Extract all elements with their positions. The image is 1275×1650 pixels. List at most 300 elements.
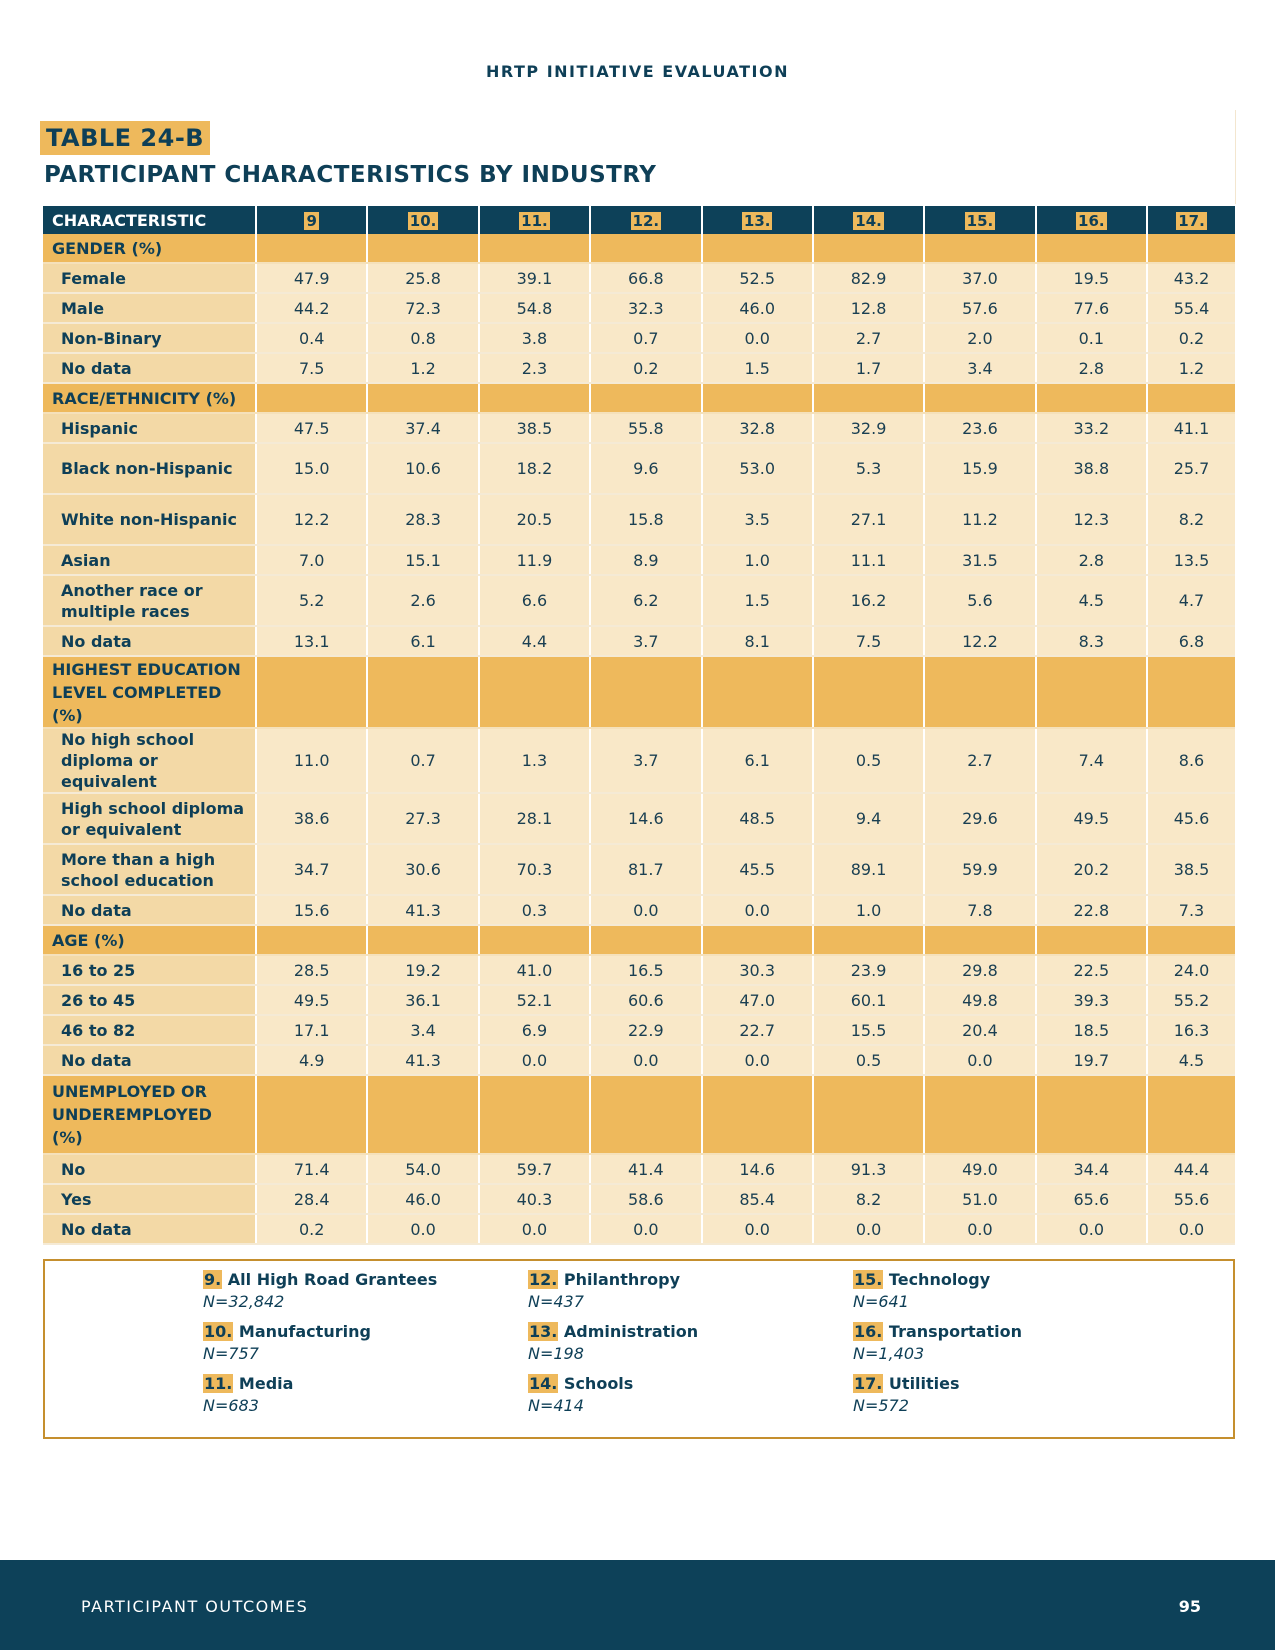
legend-industry-name: All High Road Grantees bbox=[227, 1270, 438, 1289]
section-empty-cell bbox=[702, 656, 813, 728]
value-cell: 55.8 bbox=[590, 413, 701, 443]
value-cell: 0.0 bbox=[1147, 1214, 1235, 1244]
value-cell: 32.3 bbox=[590, 293, 701, 323]
running-header: HRTP INITIATIVE EVALUATION bbox=[486, 62, 789, 81]
section-empty-cell bbox=[1147, 925, 1235, 955]
column-header bbox=[813, 206, 924, 234]
value-cell: 28.5 bbox=[256, 955, 367, 985]
value-cell: 3.7 bbox=[590, 626, 701, 656]
value-cell: 15.5 bbox=[813, 1015, 924, 1045]
value-cell: 45.5 bbox=[702, 844, 813, 895]
table-row bbox=[43, 626, 1235, 656]
value-cell: 5.2 bbox=[256, 575, 367, 626]
row-label: 16 to 25 bbox=[43, 955, 256, 985]
value-cell: 32.8 bbox=[702, 413, 813, 443]
section-header-row bbox=[43, 656, 1235, 728]
value-cell: 15.8 bbox=[590, 494, 701, 545]
value-cell: 9.4 bbox=[813, 793, 924, 844]
table-row bbox=[43, 353, 1235, 383]
table-row bbox=[43, 1154, 1235, 1184]
section-label: RACE/ETHNICITY (%) bbox=[43, 383, 256, 413]
value-cell: 20.2 bbox=[1036, 844, 1147, 895]
value-cell: 25.7 bbox=[1147, 443, 1235, 494]
value-cell: 47.9 bbox=[256, 263, 367, 293]
row-label: Black non-Hispanic bbox=[43, 443, 256, 494]
section-empty-cell bbox=[1036, 1075, 1147, 1154]
table-row bbox=[43, 494, 1235, 545]
value-cell: 85.4 bbox=[702, 1184, 813, 1214]
table-row bbox=[43, 293, 1235, 323]
section-empty-cell bbox=[479, 656, 590, 728]
value-cell: 18.2 bbox=[479, 443, 590, 494]
value-cell: 23.6 bbox=[924, 413, 1035, 443]
row-label: Yes bbox=[43, 1184, 256, 1214]
value-cell: 36.1 bbox=[367, 985, 478, 1015]
legend-item bbox=[528, 1373, 848, 1417]
value-cell: 31.5 bbox=[924, 545, 1035, 575]
section-empty-cell bbox=[256, 925, 367, 955]
value-cell: 8.6 bbox=[1147, 728, 1235, 793]
value-cell: 34.4 bbox=[1036, 1154, 1147, 1184]
value-cell: 24.0 bbox=[1147, 955, 1235, 985]
legend-industry-name: Philanthropy bbox=[563, 1270, 680, 1289]
value-cell: 0.2 bbox=[256, 1214, 367, 1244]
value-cell: 41.3 bbox=[367, 895, 478, 925]
value-cell: 72.3 bbox=[367, 293, 478, 323]
section-empty-cell bbox=[256, 656, 367, 728]
value-cell: 9.6 bbox=[590, 443, 701, 494]
value-cell: 0.0 bbox=[590, 895, 701, 925]
value-cell: 2.7 bbox=[813, 323, 924, 353]
legend-number: 12. bbox=[529, 1270, 558, 1289]
value-cell: 77.6 bbox=[1036, 293, 1147, 323]
value-cell: 12.8 bbox=[813, 293, 924, 323]
value-cell: 13.1 bbox=[256, 626, 367, 656]
value-cell: 6.8 bbox=[1147, 626, 1235, 656]
table-header-row bbox=[43, 206, 1235, 234]
value-cell: 0.2 bbox=[1147, 323, 1235, 353]
value-cell: 3.4 bbox=[924, 353, 1035, 383]
value-cell: 0.0 bbox=[924, 1045, 1035, 1075]
row-label: No data bbox=[43, 353, 256, 383]
value-cell: 0.5 bbox=[813, 728, 924, 793]
legend-item bbox=[853, 1373, 1173, 1417]
legend-industry-name: Schools bbox=[563, 1374, 634, 1393]
value-cell: 0.0 bbox=[813, 1214, 924, 1244]
section-empty-cell bbox=[702, 1075, 813, 1154]
value-cell: 3.7 bbox=[590, 728, 701, 793]
column-number: 9 bbox=[306, 211, 317, 230]
industry-legend bbox=[43, 1259, 1235, 1439]
value-cell: 7.8 bbox=[924, 895, 1035, 925]
value-cell: 1.7 bbox=[813, 353, 924, 383]
legend-industry bbox=[203, 1269, 523, 1291]
section-empty-cell bbox=[479, 234, 590, 263]
column-number: 14. bbox=[855, 211, 882, 230]
value-cell: 0.0 bbox=[479, 1045, 590, 1075]
section-label: HIGHEST EDUCATION LEVEL COMPLETED (%) bbox=[43, 656, 256, 728]
row-label: White non-Hispanic bbox=[43, 494, 256, 545]
value-cell: 52.1 bbox=[479, 985, 590, 1015]
value-cell: 59.9 bbox=[924, 844, 1035, 895]
value-cell: 41.3 bbox=[367, 1045, 478, 1075]
value-cell: 0.2 bbox=[590, 353, 701, 383]
value-cell: 30.6 bbox=[367, 844, 478, 895]
value-cell: 29.6 bbox=[924, 793, 1035, 844]
legend-sample-size: N=198 bbox=[528, 1344, 584, 1363]
row-label: High school diploma or equivalent bbox=[43, 793, 256, 844]
legend-industry-name: Manufacturing bbox=[238, 1322, 371, 1341]
value-cell: 3.5 bbox=[702, 494, 813, 545]
row-label: No data bbox=[43, 1045, 256, 1075]
section-empty-cell bbox=[479, 925, 590, 955]
value-cell: 0.0 bbox=[702, 895, 813, 925]
row-label: No data bbox=[43, 626, 256, 656]
column-header bbox=[702, 206, 813, 234]
value-cell: 51.0 bbox=[924, 1184, 1035, 1214]
value-cell: 0.7 bbox=[367, 728, 478, 793]
value-cell: 7.3 bbox=[1147, 895, 1235, 925]
column-header bbox=[479, 206, 590, 234]
section-header-row bbox=[43, 1075, 1235, 1154]
value-cell: 11.0 bbox=[256, 728, 367, 793]
legend-number: 14. bbox=[529, 1374, 558, 1393]
value-cell: 0.0 bbox=[367, 1214, 478, 1244]
row-label: No bbox=[43, 1154, 256, 1184]
value-cell: 4.7 bbox=[1147, 575, 1235, 626]
value-cell: 2.0 bbox=[924, 323, 1035, 353]
legend-industry-name: Administration bbox=[563, 1322, 699, 1341]
value-cell: 6.1 bbox=[702, 728, 813, 793]
table-row bbox=[43, 793, 1235, 844]
section-empty-cell bbox=[813, 383, 924, 413]
column-header bbox=[367, 206, 478, 234]
value-cell: 38.5 bbox=[479, 413, 590, 443]
table-row bbox=[43, 545, 1235, 575]
value-cell: 46.0 bbox=[702, 293, 813, 323]
value-cell: 22.8 bbox=[1036, 895, 1147, 925]
value-cell: 2.3 bbox=[479, 353, 590, 383]
section-label: AGE (%) bbox=[43, 925, 256, 955]
table-row bbox=[43, 443, 1235, 494]
value-cell: 30.3 bbox=[702, 955, 813, 985]
value-cell: 8.9 bbox=[590, 545, 701, 575]
value-cell: 44.2 bbox=[256, 293, 367, 323]
legend-item bbox=[528, 1321, 848, 1365]
value-cell: 41.0 bbox=[479, 955, 590, 985]
value-cell: 6.2 bbox=[590, 575, 701, 626]
value-cell: 6.6 bbox=[479, 575, 590, 626]
legend-number: 10. bbox=[204, 1322, 233, 1341]
divider bbox=[1235, 110, 1236, 204]
row-label: More than a high school education bbox=[43, 844, 256, 895]
value-cell: 14.6 bbox=[590, 793, 701, 844]
value-cell: 15.0 bbox=[256, 443, 367, 494]
table-row bbox=[43, 895, 1235, 925]
value-cell: 44.4 bbox=[1147, 1154, 1235, 1184]
section-empty-cell bbox=[1147, 234, 1235, 263]
value-cell: 49.5 bbox=[1036, 793, 1147, 844]
value-cell: 2.8 bbox=[1036, 545, 1147, 575]
value-cell: 20.5 bbox=[479, 494, 590, 545]
section-empty-cell bbox=[1036, 656, 1147, 728]
value-cell: 1.3 bbox=[479, 728, 590, 793]
value-cell: 65.6 bbox=[1036, 1184, 1147, 1214]
value-cell: 89.1 bbox=[813, 844, 924, 895]
section-empty-cell bbox=[590, 1075, 701, 1154]
value-cell: 38.8 bbox=[1036, 443, 1147, 494]
column-header bbox=[1147, 206, 1235, 234]
page-number: 95 bbox=[1178, 1597, 1201, 1616]
section-empty-cell bbox=[1147, 1075, 1235, 1154]
value-cell: 7.5 bbox=[256, 353, 367, 383]
legend-industry bbox=[203, 1321, 523, 1343]
value-cell: 32.9 bbox=[813, 413, 924, 443]
value-cell: 70.3 bbox=[479, 844, 590, 895]
value-cell: 33.2 bbox=[1036, 413, 1147, 443]
column-number: 12. bbox=[632, 211, 660, 230]
value-cell: 0.7 bbox=[590, 323, 701, 353]
value-cell: 1.2 bbox=[1147, 353, 1235, 383]
value-cell: 7.4 bbox=[1036, 728, 1147, 793]
legend-number: 15. bbox=[854, 1270, 883, 1289]
legend-industry bbox=[853, 1269, 1173, 1291]
column-header-characteristic: CHARACTERISTIC bbox=[43, 206, 256, 234]
value-cell: 60.6 bbox=[590, 985, 701, 1015]
table-body bbox=[43, 234, 1235, 1244]
section-empty-cell bbox=[367, 383, 478, 413]
row-label: 26 to 45 bbox=[43, 985, 256, 1015]
value-cell: 28.4 bbox=[256, 1184, 367, 1214]
value-cell: 27.3 bbox=[367, 793, 478, 844]
value-cell: 55.2 bbox=[1147, 985, 1235, 1015]
table-title: PARTICIPANT CHARACTERISTICS BY INDUSTRY bbox=[44, 162, 657, 188]
value-cell: 81.7 bbox=[590, 844, 701, 895]
value-cell: 12.2 bbox=[256, 494, 367, 545]
value-cell: 47.0 bbox=[702, 985, 813, 1015]
value-cell: 39.1 bbox=[479, 263, 590, 293]
section-header-row bbox=[43, 234, 1235, 263]
row-label: No high school diploma or equivalent bbox=[43, 728, 256, 793]
section-empty-cell bbox=[256, 383, 367, 413]
legend-industry-name: Transportation bbox=[888, 1322, 1022, 1341]
table-row bbox=[43, 728, 1235, 793]
value-cell: 40.3 bbox=[479, 1184, 590, 1214]
value-cell: 46.0 bbox=[367, 1184, 478, 1214]
section-empty-cell bbox=[924, 1075, 1035, 1154]
section-empty-cell bbox=[367, 925, 478, 955]
legend-item bbox=[203, 1269, 523, 1313]
legend-sample-size: N=641 bbox=[853, 1292, 909, 1311]
legend-sample-size: N=32,842 bbox=[203, 1292, 285, 1311]
section-empty-cell bbox=[813, 234, 924, 263]
value-cell: 11.9 bbox=[479, 545, 590, 575]
value-cell: 45.6 bbox=[1147, 793, 1235, 844]
value-cell: 37.0 bbox=[924, 263, 1035, 293]
value-cell: 0.4 bbox=[256, 323, 367, 353]
table-row bbox=[43, 575, 1235, 626]
value-cell: 6.9 bbox=[479, 1015, 590, 1045]
section-empty-cell bbox=[479, 1075, 590, 1154]
value-cell: 0.3 bbox=[479, 895, 590, 925]
value-cell: 5.6 bbox=[924, 575, 1035, 626]
value-cell: 1.2 bbox=[367, 353, 478, 383]
value-cell: 13.5 bbox=[1147, 545, 1235, 575]
column-number: 16. bbox=[1078, 211, 1105, 230]
section-empty-cell bbox=[702, 383, 813, 413]
legend-number: 16. bbox=[854, 1322, 883, 1341]
value-cell: 34.7 bbox=[256, 844, 367, 895]
table-row bbox=[43, 985, 1235, 1015]
table-row bbox=[43, 1045, 1235, 1075]
value-cell: 0.0 bbox=[924, 1214, 1035, 1244]
section-empty-cell bbox=[813, 1075, 924, 1154]
row-label: Female bbox=[43, 263, 256, 293]
section-empty-cell bbox=[256, 234, 367, 263]
table-number: TABLE 24-B bbox=[40, 121, 210, 155]
legend-industry bbox=[853, 1321, 1173, 1343]
value-cell: 37.4 bbox=[367, 413, 478, 443]
value-cell: 43.2 bbox=[1147, 263, 1235, 293]
legend-industry bbox=[528, 1373, 848, 1395]
value-cell: 6.1 bbox=[367, 626, 478, 656]
legend-item bbox=[853, 1269, 1173, 1313]
section-empty-cell bbox=[702, 925, 813, 955]
row-label: Non-Binary bbox=[43, 323, 256, 353]
section-empty-cell bbox=[367, 234, 478, 263]
legend-sample-size: N=414 bbox=[528, 1396, 584, 1415]
value-cell: 0.1 bbox=[1036, 323, 1147, 353]
value-cell: 0.0 bbox=[479, 1214, 590, 1244]
value-cell: 22.5 bbox=[1036, 955, 1147, 985]
value-cell: 2.8 bbox=[1036, 353, 1147, 383]
row-label: Male bbox=[43, 293, 256, 323]
legend-item bbox=[853, 1321, 1173, 1365]
value-cell: 38.5 bbox=[1147, 844, 1235, 895]
column-number: 17. bbox=[1178, 211, 1205, 230]
value-cell: 0.0 bbox=[702, 323, 813, 353]
value-cell: 28.1 bbox=[479, 793, 590, 844]
legend-industry-name: Utilities bbox=[888, 1374, 960, 1393]
value-cell: 53.0 bbox=[702, 443, 813, 494]
value-cell: 8.3 bbox=[1036, 626, 1147, 656]
value-cell: 4.5 bbox=[1036, 575, 1147, 626]
section-empty-cell bbox=[367, 656, 478, 728]
value-cell: 19.7 bbox=[1036, 1045, 1147, 1075]
value-cell: 8.2 bbox=[813, 1184, 924, 1214]
section-empty-cell bbox=[367, 1075, 478, 1154]
value-cell: 2.6 bbox=[367, 575, 478, 626]
value-cell: 52.5 bbox=[702, 263, 813, 293]
value-cell: 49.0 bbox=[924, 1154, 1035, 1184]
value-cell: 7.5 bbox=[813, 626, 924, 656]
legend-item bbox=[203, 1373, 523, 1417]
value-cell: 66.8 bbox=[590, 263, 701, 293]
value-cell: 8.1 bbox=[702, 626, 813, 656]
value-cell: 47.5 bbox=[256, 413, 367, 443]
value-cell: 28.3 bbox=[367, 494, 478, 545]
section-empty-cell bbox=[479, 383, 590, 413]
section-header-row bbox=[43, 383, 1235, 413]
value-cell: 0.0 bbox=[702, 1214, 813, 1244]
legend-number: 17. bbox=[854, 1374, 883, 1393]
section-empty-cell bbox=[1036, 234, 1147, 263]
column-header bbox=[256, 206, 367, 234]
legend-number: 9. bbox=[204, 1270, 222, 1289]
row-label: Another race or multiple races bbox=[43, 575, 256, 626]
section-empty-cell bbox=[702, 234, 813, 263]
table-row bbox=[43, 1214, 1235, 1244]
section-empty-cell bbox=[813, 925, 924, 955]
section-empty-cell bbox=[590, 925, 701, 955]
value-cell: 38.6 bbox=[256, 793, 367, 844]
value-cell: 16.5 bbox=[590, 955, 701, 985]
value-cell: 0.0 bbox=[702, 1045, 813, 1075]
section-empty-cell bbox=[924, 234, 1035, 263]
value-cell: 0.5 bbox=[813, 1045, 924, 1075]
section-empty-cell bbox=[590, 656, 701, 728]
section-empty-cell bbox=[924, 383, 1035, 413]
value-cell: 54.0 bbox=[367, 1154, 478, 1184]
value-cell: 23.9 bbox=[813, 955, 924, 985]
value-cell: 11.1 bbox=[813, 545, 924, 575]
legend-industry-name: Media bbox=[238, 1374, 294, 1393]
legend-item bbox=[203, 1321, 523, 1365]
value-cell: 49.8 bbox=[924, 985, 1035, 1015]
value-cell: 2.7 bbox=[924, 728, 1035, 793]
column-number: 15. bbox=[966, 211, 994, 230]
row-label: Asian bbox=[43, 545, 256, 575]
row-label: 46 to 82 bbox=[43, 1015, 256, 1045]
value-cell: 29.8 bbox=[924, 955, 1035, 985]
legend-sample-size: N=437 bbox=[528, 1292, 584, 1311]
value-cell: 71.4 bbox=[256, 1154, 367, 1184]
legend-industry bbox=[203, 1373, 523, 1395]
section-empty-cell bbox=[590, 383, 701, 413]
value-cell: 11.2 bbox=[924, 494, 1035, 545]
legend-number: 11. bbox=[204, 1374, 233, 1393]
value-cell: 16.2 bbox=[813, 575, 924, 626]
table-row bbox=[43, 844, 1235, 895]
value-cell: 41.1 bbox=[1147, 413, 1235, 443]
column-number: 11. bbox=[521, 211, 548, 230]
value-cell: 12.3 bbox=[1036, 494, 1147, 545]
footer-section-title: PARTICIPANT OUTCOMES bbox=[81, 1597, 309, 1616]
value-cell: 18.5 bbox=[1036, 1015, 1147, 1045]
value-cell: 1.5 bbox=[702, 353, 813, 383]
value-cell: 20.4 bbox=[924, 1015, 1035, 1045]
value-cell: 0.8 bbox=[367, 323, 478, 353]
section-empty-cell bbox=[1036, 925, 1147, 955]
value-cell: 54.8 bbox=[479, 293, 590, 323]
value-cell: 3.8 bbox=[479, 323, 590, 353]
value-cell: 55.4 bbox=[1147, 293, 1235, 323]
value-cell: 14.6 bbox=[702, 1154, 813, 1184]
value-cell: 41.4 bbox=[590, 1154, 701, 1184]
value-cell: 3.4 bbox=[367, 1015, 478, 1045]
value-cell: 55.6 bbox=[1147, 1184, 1235, 1214]
value-cell: 19.2 bbox=[367, 955, 478, 985]
value-cell: 19.5 bbox=[1036, 263, 1147, 293]
value-cell: 91.3 bbox=[813, 1154, 924, 1184]
value-cell: 7.0 bbox=[256, 545, 367, 575]
value-cell: 1.5 bbox=[702, 575, 813, 626]
row-label: No data bbox=[43, 1214, 256, 1244]
table-row bbox=[43, 1184, 1235, 1214]
page-footer bbox=[0, 1560, 1275, 1650]
section-header-row bbox=[43, 925, 1235, 955]
legend-industry bbox=[528, 1321, 848, 1343]
